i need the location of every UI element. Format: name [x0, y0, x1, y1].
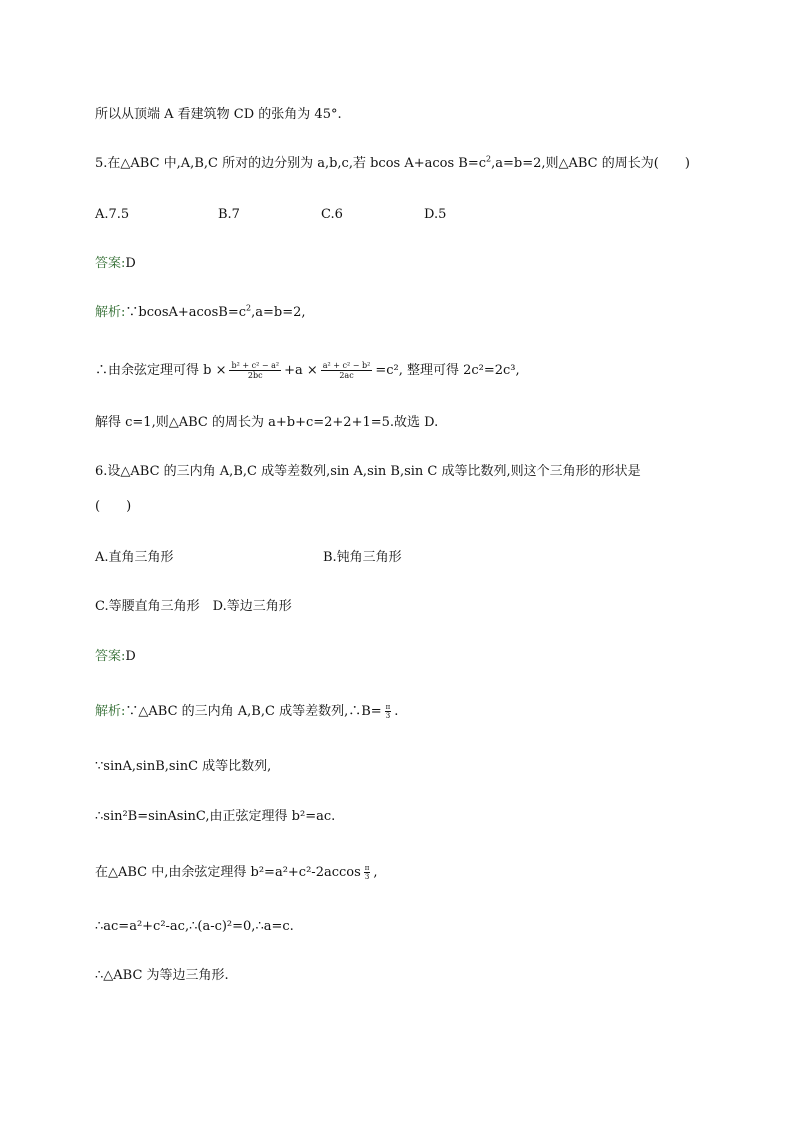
q6-stem-line-2: ( ) [95, 499, 132, 514]
q5-answer-label: 答案: [95, 256, 126, 271]
q5-option-b: B.7 [218, 207, 240, 222]
q6-option-b: B.钝角三角形 [323, 550, 402, 565]
fraction-pi-numerator: π [385, 703, 391, 711]
q5-stem-part-b: ,a=b=2,则△ABC 的周长为( ) [491, 156, 690, 171]
fraction-pi-over-3 [385, 703, 392, 720]
fraction-cos-b-numerator: a² + c² − b² [322, 361, 371, 370]
q6-analysis-1b: . [394, 704, 399, 719]
fraction-pi-cos-denominator: 3 [364, 873, 370, 881]
fraction-pi-cos-numerator: π [364, 864, 370, 872]
q5-options [95, 206, 446, 224]
q5-answer [95, 255, 136, 273]
q6-analysis-1 [95, 701, 398, 723]
fraction-pi-over-3-cos [364, 864, 371, 881]
q5-stem-sup: 2 [486, 154, 492, 164]
q5-analysis-3: 解得 c=1,则△ABC 的周长为 a+b+c=2+2+1=5.故选 D. [95, 415, 439, 430]
fraction-cos-a-numerator: b² + c² − a² [231, 361, 280, 370]
q6-analysis-2: ∵sinA,sinB,sinC 成等比数列, [95, 759, 272, 774]
q6-analysis-4a: 在△ABC 中,由余弦定理得 b²=a²+c²-2accos [95, 865, 361, 880]
fraction-cos-a-denominator: 2bc [247, 371, 263, 380]
q6-options-ab [95, 549, 402, 567]
q5-analysis-1 [95, 304, 306, 322]
intro-line: 所以从顶端 A 看建筑物 CD 的张角为 45°. [95, 107, 342, 122]
q6-analysis-3: ∴sin²B=sinAsinC,由正弦定理得 b²=ac. [95, 809, 336, 824]
q5-analysis-label: 解析: [95, 305, 126, 320]
q6-analysis-1a: ∵△ABC 的三内角 A,B,C 成等差数列,∴B= [125, 704, 382, 719]
fraction-cos-b [321, 361, 373, 380]
q6-answer-label: 答案: [95, 649, 126, 664]
q5-analysis-2c: =c², 整理可得 2c²=2c³, [375, 363, 520, 378]
q5-analysis-2 [95, 360, 520, 382]
fraction-cos-a [229, 361, 281, 380]
q6-analysis-4b: , [373, 865, 378, 880]
q6-analysis-6: ∴△ABC 为等边三角形. [95, 968, 229, 983]
q6-analysis-label: 解析: [95, 704, 126, 719]
q6-options-cd: C.等腰直角三角形 D.等边三角形 [95, 599, 292, 614]
q5-analysis-2a: ∴由余弦定理可得 b × [95, 363, 227, 378]
fraction-cos-b-denominator: 2ac [339, 371, 354, 380]
q6-analysis-5: ∴ac=a²+c²-ac,∴(a-c)²=0,∴a=c. [95, 919, 294, 934]
q5-analysis-1a: ∵bcosA+acosB=c [125, 305, 247, 320]
q5-option-a: A.7.5 [95, 207, 130, 222]
q5-answer-value: D [125, 256, 136, 271]
q5-option-d: D.5 [424, 207, 447, 222]
q6-answer [95, 648, 136, 666]
q5-analysis-1-sup: 2 [246, 303, 252, 313]
q5-stem [95, 155, 690, 173]
q5-stem-part-a: 5.在△ABC 中,A,B,C 所对的边分别为 a,b,c,若 bcos A+acos B=c [95, 156, 486, 171]
q5-analysis-1b: ,a=b=2, [251, 305, 306, 320]
q6-stem-line-1: 6.设△ABC 的三内角 A,B,C 成等差数列,sin A,sin B,sin C 成等比数列,则这个三角形的形状是 [95, 464, 641, 479]
q6-analysis-4 [95, 862, 378, 884]
q6-option-a: A.直角三角形 [95, 550, 174, 565]
q6-answer-value: D [125, 649, 136, 664]
fraction-pi-denominator: 3 [385, 712, 391, 720]
q5-option-c: C.6 [321, 207, 343, 222]
q5-analysis-2b: +a × [284, 363, 318, 378]
